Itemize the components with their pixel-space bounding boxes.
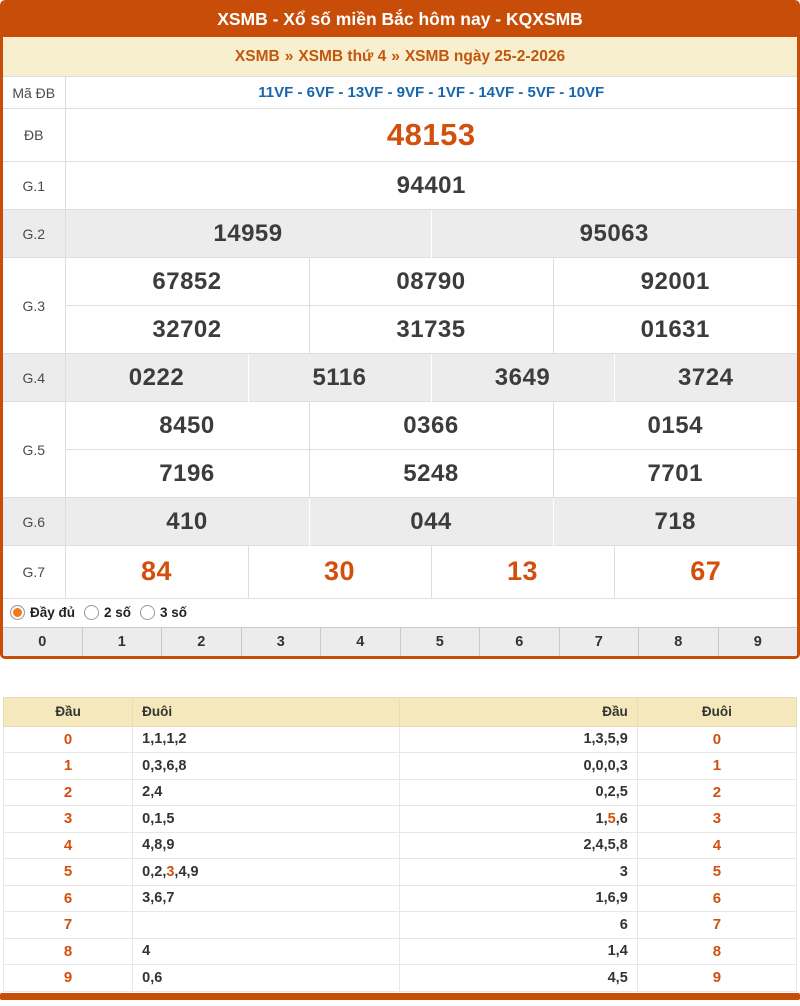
digit-list: 1,4	[607, 943, 628, 960]
prize-number: 0366	[309, 402, 553, 450]
dau-values-right	[400, 885, 637, 912]
breadcrumb-separator: »	[391, 48, 400, 65]
duoi-digit-right: 4	[637, 832, 796, 859]
prize-number: 92001	[553, 258, 797, 306]
prize-number: 31735	[309, 306, 553, 354]
stats-header-duoi-right: Đuôi	[637, 697, 796, 726]
dau-digit-left: 8	[4, 938, 133, 965]
dau-values-right	[400, 965, 637, 992]
filter-option-label: 2 số	[104, 605, 132, 620]
digit-list: ,6	[615, 810, 628, 827]
digit-list: 0,0,0,3	[583, 757, 628, 774]
dau-digit-left: 7	[4, 912, 133, 939]
stats-row-7	[4, 912, 797, 939]
prize-label: G.1	[3, 162, 65, 210]
digit-list: 1,3,5,9	[583, 731, 628, 748]
radio-icon[interactable]	[10, 605, 25, 620]
breadcrumb-link-xsmb-date[interactable]: XSMB ngày 25-2-2026	[404, 48, 566, 65]
prize-row-g5	[3, 450, 797, 498]
prize-row-g7	[3, 546, 797, 598]
stats-row-0	[4, 726, 797, 753]
dau-values-right	[400, 779, 637, 806]
prize-label: G.2	[3, 210, 65, 258]
stats-row-2	[4, 779, 797, 806]
digit-strip-cell-5[interactable]: 5	[400, 628, 480, 656]
digit-list: 1,	[595, 810, 608, 827]
digit-filter-options	[3, 598, 797, 627]
highlighted-digit: 5	[607, 810, 616, 827]
prize-row-g3	[3, 258, 797, 306]
digit-strip-cell-7[interactable]: 7	[559, 628, 639, 656]
page-title: XSMB - Xổ số miền Bắc hôm nay - KQXSMB	[3, 0, 797, 37]
prize-number: 7196	[65, 450, 309, 498]
duoi-digit-right: 5	[637, 859, 796, 886]
digit-list: 0,2,5	[595, 784, 628, 801]
dau-digit-left: 5	[4, 859, 133, 886]
prize-row-g5	[3, 402, 797, 450]
stats-row-9	[4, 965, 797, 992]
prize-number: 67852	[65, 258, 309, 306]
dau-values-right	[400, 912, 637, 939]
duoi-values-left	[133, 859, 400, 886]
section-gap	[0, 659, 800, 697]
breadcrumb-link-xsmb[interactable]: XSMB	[234, 48, 280, 65]
prize-results-table	[3, 76, 797, 598]
duoi-digit-right: 8	[637, 938, 796, 965]
prize-number: 7701	[553, 450, 797, 498]
digit-strip-cell-6[interactable]: 6	[479, 628, 559, 656]
special-code-value: 11VF - 6VF - 13VF - 9VF - 1VF - 14VF - 5VF - 10VF	[65, 77, 797, 109]
digit-list: 1,6,9	[595, 890, 628, 907]
digit-list: 0,6	[142, 969, 163, 986]
special-code-row	[3, 77, 797, 109]
prize-label: G.3	[3, 258, 65, 354]
stats-row-4	[4, 832, 797, 859]
prize-number: 32702	[65, 306, 309, 354]
prize-number: 14959	[65, 210, 431, 258]
dau-duoi-stats-table	[3, 697, 797, 992]
stats-row-1	[4, 753, 797, 780]
duoi-digit-right: 1	[637, 753, 796, 780]
dau-values-right	[400, 832, 637, 859]
duoi-values-left	[133, 806, 400, 833]
prize-row-g4	[3, 354, 797, 402]
stats-header-dau-right: Đầu	[400, 697, 637, 726]
filter-option-0[interactable]	[10, 605, 75, 620]
digit-list: 3,6,7	[142, 890, 175, 907]
duoi-values-left	[133, 726, 400, 753]
digit-strip-cell-2[interactable]: 2	[161, 628, 241, 656]
highlighted-digit: 3	[166, 863, 175, 880]
prize-number: 13	[431, 546, 614, 598]
dau-values-right	[400, 859, 637, 886]
prize-label: G.6	[3, 498, 65, 546]
filter-option-label: Đầy đủ	[30, 605, 76, 620]
prize-row-g2	[3, 210, 797, 258]
prize-row-g6	[3, 498, 797, 546]
stats-row-8	[4, 938, 797, 965]
digit-strip-cell-9[interactable]: 9	[718, 628, 798, 656]
prize-number: 84	[65, 546, 248, 598]
duoi-digit-right: 9	[637, 965, 796, 992]
dau-values-right	[400, 753, 637, 780]
prize-number: 718	[553, 498, 797, 546]
digit-list: 3	[619, 863, 628, 880]
digit-list: ,4,9	[174, 863, 199, 880]
stats-row-6	[4, 885, 797, 912]
stats-header-row	[4, 697, 797, 726]
filter-option-2[interactable]	[140, 605, 187, 620]
prize-number: 044	[309, 498, 553, 546]
duoi-values-left	[133, 912, 400, 939]
prize-number: 3724	[614, 354, 797, 402]
prize-number: 8450	[65, 402, 309, 450]
dau-values-right	[400, 726, 637, 753]
prize-row-g3	[3, 306, 797, 354]
digit-strip-cell-3[interactable]: 3	[241, 628, 321, 656]
digit-list: 0,1,5	[142, 810, 175, 827]
digit-list: 4,8,9	[142, 837, 175, 854]
special-code-label: Mã ĐB	[3, 77, 65, 109]
digit-strip-cell-0[interactable]: 0	[38, 633, 47, 650]
duoi-digit-right: 6	[637, 885, 796, 912]
filter-option-1[interactable]	[84, 605, 131, 620]
prize-number: 30	[248, 546, 431, 598]
stats-header-duoi-left: Đuôi	[133, 697, 400, 726]
prize-number: 67	[614, 546, 797, 598]
prize-number: 01631	[553, 306, 797, 354]
dau-digit-left: 1	[4, 753, 133, 780]
digit-list: 1,1,1,2	[142, 731, 187, 748]
duoi-values-left	[133, 885, 400, 912]
bottom-accent-bar	[0, 993, 800, 1000]
dau-digit-left: 0	[4, 726, 133, 753]
duoi-digit-right: 2	[637, 779, 796, 806]
digit-list: 6	[619, 916, 628, 933]
prize-number: 3649	[431, 354, 614, 402]
digit-list: 2,4	[142, 784, 163, 801]
digit-list: 4,5	[607, 969, 628, 986]
duoi-values-left	[133, 832, 400, 859]
duoi-digit-right: 7	[637, 912, 796, 939]
dau-digit-left: 4	[4, 832, 133, 859]
duoi-values-left	[133, 779, 400, 806]
duoi-values-left	[133, 753, 400, 780]
stats-row-3	[4, 806, 797, 833]
dau-values-right	[400, 806, 637, 833]
prize-number: 48153	[65, 109, 797, 162]
dau-digit-left: 2	[4, 779, 133, 806]
radio-icon[interactable]	[140, 605, 155, 620]
radio-icon[interactable]	[84, 605, 99, 620]
stats-header-dau-left: Đầu	[4, 697, 133, 726]
digit-strip-cell-4[interactable]: 4	[320, 628, 400, 656]
dau-values-right	[400, 938, 637, 965]
digit-list: 0,3,6,8	[142, 757, 187, 774]
prize-number: 0222	[65, 354, 248, 402]
prize-number: 94401	[65, 162, 797, 210]
prize-number: 0154	[553, 402, 797, 450]
prize-label: G.4	[3, 354, 65, 402]
digit-strip-cell-1[interactable]: 1	[82, 628, 162, 656]
prize-number: 410	[65, 498, 309, 546]
prize-label: ĐB	[3, 109, 65, 162]
prize-number: 5248	[309, 450, 553, 498]
prize-label: G.7	[3, 546, 65, 598]
breadcrumb-link-xsmb-weekday[interactable]: XSMB thứ 4	[298, 48, 387, 65]
prize-number: 95063	[431, 210, 797, 258]
digit-strip	[3, 627, 797, 656]
prize-row-g1	[3, 162, 797, 210]
duoi-values-left	[133, 938, 400, 965]
digit-list: 4	[142, 943, 151, 960]
digit-strip-cell-8[interactable]: 8	[638, 628, 718, 656]
dau-digit-left: 9	[4, 965, 133, 992]
filter-option-label: 3 số	[160, 605, 188, 620]
stats-row-5	[4, 859, 797, 886]
duoi-digit-right: 3	[637, 806, 796, 833]
breadcrumb-separator: »	[284, 48, 294, 65]
breadcrumb	[3, 37, 797, 76]
dau-digit-left: 3	[4, 806, 133, 833]
dau-digit-left: 6	[4, 885, 133, 912]
prize-row-b	[3, 109, 797, 162]
digit-list: 2,4,5,8	[583, 837, 628, 854]
prize-number: 5116	[248, 354, 431, 402]
digit-list: 0,2,	[142, 863, 167, 880]
duoi-digit-right: 0	[637, 726, 796, 753]
duoi-values-left	[133, 965, 400, 992]
prize-number: 08790	[309, 258, 553, 306]
prize-label: G.5	[3, 402, 65, 498]
